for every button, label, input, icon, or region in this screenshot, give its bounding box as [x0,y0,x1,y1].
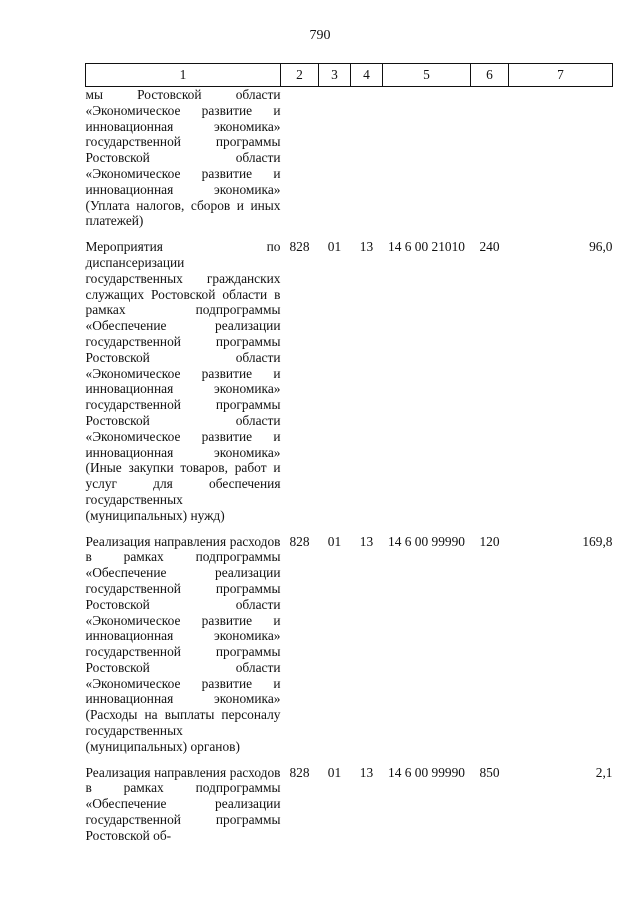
expense-type-code [471,87,509,230]
subsection-code [351,87,383,230]
subsection-code: 13 [359,533,374,549]
amount: 169,8 [582,533,613,549]
expense-type-code: 850 [479,764,500,780]
section-code: 01 [327,764,342,780]
row-description: Реализация направления расходов в рамках подпрограммы «Обеспечение реализации государственной программы Ростовской об- [85,764,281,843]
table-row [86,765,613,844]
column-number: 1 [86,64,281,87]
section-code: 01 [327,239,342,255]
target-article-code: 14 6 00 21010 [388,239,465,255]
section-code: 01 [327,533,342,549]
target-article-code: 14 6 00 99990 [388,533,465,549]
column-number: 7 [509,64,613,87]
column-number: 5 [383,64,471,87]
target-article-code: 14 6 00 99990 [388,764,465,780]
target-article-code [383,87,471,230]
amount [509,87,613,230]
column-number: 2 [281,64,319,87]
subsection-code: 13 [359,239,374,255]
column-number: 3 [319,64,351,87]
expense-type-code: 240 [479,239,500,255]
column-number-row [86,64,613,87]
row-description: мы Ростовской области «Экономическое развитие и инновационная экономика» государственной программы Ростовской области «Экономическое развитие и инновационная экономика» (Уплата налогов, сборов и иных платежей) [85,87,281,229]
row-description: Реализация направления расходов в рамках подпрограммы «Обеспечение реализации государственной программы Ростовской области «Экономическое развитие и инновационная экономика» государственной программы Ростовской области «Экономическое развитие и инновационная экономика» (Расходы на выплаты персоналу государственных (муниципальных) органов) [85,533,281,754]
row-description: Мероприятия по диспансеризации государственных гражданских служащих Ростовской области в рамках подпрограммы «Обеспечение реализации государственной программы Ростовской области «Экономическое развитие и инновационная экономика» государственной программы Ростовской области «Экономическое развитие и инновационная экономика» (Иные закупки товаров, работ и услуг для обеспечения государственных (муниципальных) нужд) [85,239,281,523]
ministry-code [281,87,319,230]
table-row [86,534,613,755]
amount: 96,0 [589,239,613,255]
section-code [319,87,351,230]
table-row [86,87,613,230]
page-number: 790 [309,28,331,43]
ministry-code: 828 [289,239,310,255]
column-number: 4 [351,64,383,87]
subsection-code: 13 [359,764,374,780]
ministry-code: 828 [289,764,310,780]
column-number: 6 [471,64,509,87]
expense-type-code: 120 [479,533,500,549]
table-row [86,239,613,523]
ministry-code: 828 [289,533,310,549]
amount: 2,1 [595,764,613,780]
budget-table [85,63,613,844]
